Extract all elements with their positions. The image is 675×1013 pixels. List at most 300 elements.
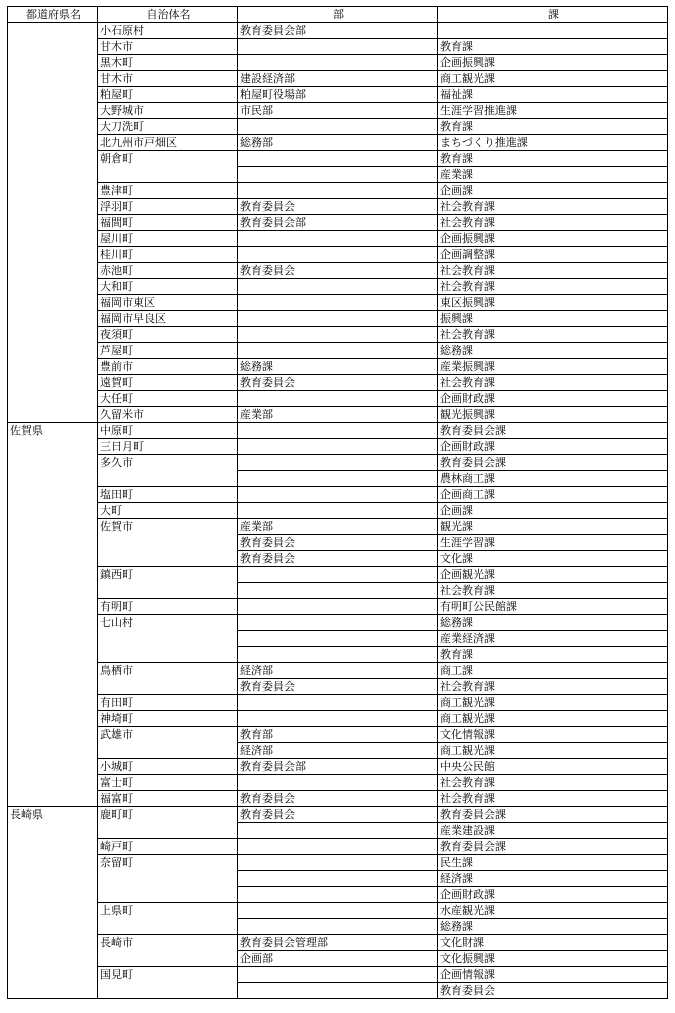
municipality-cell: 有田町 <box>98 695 238 711</box>
department-cell <box>238 231 438 247</box>
section-cell: 総務課 <box>438 919 668 935</box>
section-cell <box>438 23 668 39</box>
department-cell <box>238 887 438 903</box>
prefecture-cell <box>8 839 98 855</box>
section-cell: 企画商工課 <box>438 487 668 503</box>
table-row <box>8 775 668 791</box>
department-cell: 総務課 <box>238 359 438 375</box>
section-cell: 教育課 <box>438 119 668 135</box>
section-cell: 社会教育課 <box>438 199 668 215</box>
department-cell <box>238 631 438 647</box>
section-cell: 教育課 <box>438 39 668 55</box>
section-cell: 水産観光課 <box>438 903 668 919</box>
prefecture-cell <box>8 599 98 615</box>
department-cell: 経済部 <box>238 743 438 759</box>
department-cell <box>238 967 438 983</box>
prefecture-cell <box>8 487 98 503</box>
department-cell <box>238 583 438 599</box>
municipality-cell: 福富町 <box>98 791 238 807</box>
prefecture-cell <box>8 647 98 663</box>
section-cell: 教育委員会課 <box>438 423 668 439</box>
table-row <box>8 455 668 471</box>
table-row <box>8 503 668 519</box>
section-cell: 産業課 <box>438 167 668 183</box>
table-row <box>8 679 668 695</box>
section-cell: 総務課 <box>438 343 668 359</box>
department-cell: 産業部 <box>238 407 438 423</box>
department-cell <box>238 55 438 71</box>
section-cell: 文化財課 <box>438 935 668 951</box>
section-cell: 農林商工課 <box>438 471 668 487</box>
table-row <box>8 919 668 935</box>
municipality-cell: 遠賀町 <box>98 375 238 391</box>
department-cell: 教育部 <box>238 727 438 743</box>
department-cell <box>238 247 438 263</box>
prefecture-cell <box>8 407 98 423</box>
table-body <box>8 23 668 999</box>
section-cell: 教育委員会課 <box>438 807 668 823</box>
table-row <box>8 887 668 903</box>
department-cell <box>238 615 438 631</box>
section-cell: 企画調整課 <box>438 247 668 263</box>
municipality-cell: 甘木市 <box>98 71 238 87</box>
department-cell <box>238 871 438 887</box>
prefecture-cell <box>8 551 98 567</box>
municipality-cell: 北九州市戸畑区 <box>98 135 238 151</box>
municipality-cell: 豊津町 <box>98 183 238 199</box>
section-cell: 商工課 <box>438 663 668 679</box>
table-row <box>8 791 668 807</box>
table-row <box>8 119 668 135</box>
department-cell <box>238 503 438 519</box>
prefecture-cell <box>8 503 98 519</box>
department-cell <box>238 455 438 471</box>
municipality-cell: 佐賀市 <box>98 519 238 535</box>
section-cell: 企画情報課 <box>438 967 668 983</box>
prefecture-cell <box>8 263 98 279</box>
municipality-cell: 奈留町 <box>98 855 238 871</box>
table-row <box>8 551 668 567</box>
table-row <box>8 423 668 439</box>
table-row <box>8 631 668 647</box>
prefecture-cell <box>8 471 98 487</box>
section-cell: 社会教育課 <box>438 327 668 343</box>
prefecture-cell <box>8 247 98 263</box>
department-cell: 教育委員会 <box>238 551 438 567</box>
municipality-cell: 崎戸町 <box>98 839 238 855</box>
prefecture-cell <box>8 727 98 743</box>
table-row <box>8 903 668 919</box>
section-cell: 産業振興課 <box>438 359 668 375</box>
department-cell: 産業部 <box>238 519 438 535</box>
municipality-cell: 三日月町 <box>98 439 238 455</box>
table-row <box>8 39 668 55</box>
municipality-cell: 神埼町 <box>98 711 238 727</box>
prefecture-cell <box>8 119 98 135</box>
table-row <box>8 695 668 711</box>
table-row <box>8 311 668 327</box>
prefecture-cell <box>8 967 98 983</box>
table-row <box>8 343 668 359</box>
municipality-cell <box>98 535 238 551</box>
table-row <box>8 135 668 151</box>
municipality-cell: 七山村 <box>98 615 238 631</box>
table-row <box>8 71 668 87</box>
table-row <box>8 855 668 871</box>
prefecture-cell <box>8 279 98 295</box>
section-cell: 商工観光課 <box>438 743 668 759</box>
prefecture-cell <box>8 855 98 871</box>
municipality-cell: 大町 <box>98 503 238 519</box>
table-row <box>8 151 668 167</box>
table-row <box>8 327 668 343</box>
municipality-cell: 福間町 <box>98 215 238 231</box>
municipality-cell: 富士町 <box>98 775 238 791</box>
prefecture-cell <box>8 951 98 967</box>
section-cell: 商工観光課 <box>438 711 668 727</box>
table-row <box>8 727 668 743</box>
municipality-cell <box>98 551 238 567</box>
table-row <box>8 951 668 967</box>
prefecture-cell <box>8 679 98 695</box>
prefecture-cell <box>8 343 98 359</box>
prefecture-cell <box>8 567 98 583</box>
table-row <box>8 231 668 247</box>
section-cell: 福祉課 <box>438 87 668 103</box>
section-cell: 観光振興課 <box>438 407 668 423</box>
section-cell: 産業建設課 <box>438 823 668 839</box>
prefecture-cell <box>8 359 98 375</box>
section-cell: まちづくり推進課 <box>438 135 668 151</box>
municipality-cell <box>98 871 238 887</box>
prefecture-cell <box>8 71 98 87</box>
section-cell: 経済課 <box>438 871 668 887</box>
department-cell: 教育委員会 <box>238 263 438 279</box>
municipality-cell <box>98 471 238 487</box>
municipality-cell <box>98 743 238 759</box>
prefecture-cell <box>8 759 98 775</box>
section-cell: 社会教育課 <box>438 263 668 279</box>
prefecture-cell <box>8 151 98 167</box>
prefecture-cell <box>8 711 98 727</box>
department-cell: 粕屋町役場部 <box>238 87 438 103</box>
department-cell <box>238 423 438 439</box>
section-cell: 文化課 <box>438 551 668 567</box>
section-cell: 教育委員会課 <box>438 455 668 471</box>
prefecture-cell <box>8 215 98 231</box>
section-cell: 文化情報課 <box>438 727 668 743</box>
municipality-cell: 久留米市 <box>98 407 238 423</box>
table-row <box>8 247 668 263</box>
section-cell: 企画観光課 <box>438 567 668 583</box>
department-cell <box>238 183 438 199</box>
table-row <box>8 839 668 855</box>
table-row <box>8 823 668 839</box>
municipality-cell: 大野城市 <box>98 103 238 119</box>
municipality-cell: 甘木市 <box>98 39 238 55</box>
table-row <box>8 391 668 407</box>
table-row <box>8 583 668 599</box>
prefecture-cell <box>8 903 98 919</box>
section-cell: 観光課 <box>438 519 668 535</box>
municipality-cell <box>98 631 238 647</box>
municipality-cell: 多久市 <box>98 455 238 471</box>
department-cell <box>238 903 438 919</box>
department-cell <box>238 647 438 663</box>
municipality-cell: 武雄市 <box>98 727 238 743</box>
municipality-cell: 大任町 <box>98 391 238 407</box>
department-cell: 教育委員会部 <box>238 23 438 39</box>
section-cell: 教育委員会 <box>438 983 668 999</box>
prefecture-cell: 佐賀県 <box>8 423 98 439</box>
table-row <box>8 439 668 455</box>
section-cell: 文化振興課 <box>438 951 668 967</box>
department-cell <box>238 839 438 855</box>
prefecture-cell <box>8 535 98 551</box>
department-cell: 教育委員会管理部 <box>238 935 438 951</box>
municipality-cell: 福岡市早良区 <box>98 311 238 327</box>
department-cell: 教育委員会 <box>238 375 438 391</box>
section-cell: 社会教育課 <box>438 279 668 295</box>
department-cell <box>238 119 438 135</box>
section-cell: 社会教育課 <box>438 791 668 807</box>
prefecture-cell <box>8 695 98 711</box>
department-cell <box>238 439 438 455</box>
department-cell <box>238 151 438 167</box>
table-row <box>8 567 668 583</box>
municipality-cell: 浮羽町 <box>98 199 238 215</box>
table-row <box>8 967 668 983</box>
prefecture-cell <box>8 199 98 215</box>
municipality-cell <box>98 823 238 839</box>
department-cell: 経済部 <box>238 663 438 679</box>
table-row <box>8 535 668 551</box>
header-row <box>8 7 668 23</box>
municipality-cell: 鎮西町 <box>98 567 238 583</box>
department-cell: 教育委員会 <box>238 199 438 215</box>
prefecture-cell <box>8 87 98 103</box>
table-row <box>8 743 668 759</box>
header-department: 部 <box>238 7 438 23</box>
prefecture-cell <box>8 439 98 455</box>
department-cell: 市民部 <box>238 103 438 119</box>
department-cell: 教育委員会 <box>238 535 438 551</box>
department-cell <box>238 567 438 583</box>
municipality-cell: 福岡市東区 <box>98 295 238 311</box>
section-cell: 民生課 <box>438 855 668 871</box>
section-cell: 企画振興課 <box>438 55 668 71</box>
municipality-cell: 小城町 <box>98 759 238 775</box>
section-cell: 企画課 <box>438 183 668 199</box>
table-row <box>8 23 668 39</box>
prefecture-cell <box>8 327 98 343</box>
municipality-cell: 鹿町町 <box>98 807 238 823</box>
department-cell: 教育委員会 <box>238 807 438 823</box>
section-cell: 企画課 <box>438 503 668 519</box>
table-row <box>8 871 668 887</box>
department-cell <box>238 855 438 871</box>
department-cell <box>238 327 438 343</box>
section-cell: 教育課 <box>438 151 668 167</box>
section-cell: 中央公民館 <box>438 759 668 775</box>
prefecture-cell <box>8 455 98 471</box>
prefecture-cell <box>8 391 98 407</box>
department-cell <box>238 279 438 295</box>
table-row <box>8 359 668 375</box>
municipality-cell: 粕屋町 <box>98 87 238 103</box>
municipality-cell: 屋川町 <box>98 231 238 247</box>
prefecture-cell <box>8 935 98 951</box>
municipality-cell: 桂川町 <box>98 247 238 263</box>
municipality-cell: 黒木町 <box>98 55 238 71</box>
prefecture-cell <box>8 631 98 647</box>
prefecture-cell <box>8 295 98 311</box>
department-cell <box>238 823 438 839</box>
prefecture-cell <box>8 775 98 791</box>
section-cell: 産業経済課 <box>438 631 668 647</box>
municipality-cell: 塩田町 <box>98 487 238 503</box>
municipality-cell: 中原町 <box>98 423 238 439</box>
table-row <box>8 487 668 503</box>
prefecture-cell <box>8 583 98 599</box>
table-row <box>8 279 668 295</box>
section-cell: 社会教育課 <box>438 583 668 599</box>
table-row <box>8 807 668 823</box>
department-cell <box>238 311 438 327</box>
prefecture-cell <box>8 791 98 807</box>
municipality-cell: 小石原村 <box>98 23 238 39</box>
municipality-cell: 鳥栖市 <box>98 663 238 679</box>
department-cell: 建設経済部 <box>238 71 438 87</box>
department-cell <box>238 39 438 55</box>
department-cell <box>238 487 438 503</box>
municipality-cell: 大和町 <box>98 279 238 295</box>
section-cell: 企画財政課 <box>438 439 668 455</box>
prefecture-cell <box>8 231 98 247</box>
table-row <box>8 87 668 103</box>
department-cell: 教育委員会 <box>238 791 438 807</box>
header-section: 課 <box>438 7 668 23</box>
section-cell: 企画振興課 <box>438 231 668 247</box>
municipality-cell <box>98 167 238 183</box>
table-row <box>8 167 668 183</box>
table-row <box>8 983 668 999</box>
municipality-cell: 大刀洗町 <box>98 119 238 135</box>
section-cell: 企画財政課 <box>438 887 668 903</box>
table-row <box>8 103 668 119</box>
section-cell: 社会教育課 <box>438 679 668 695</box>
section-cell: 社会教育課 <box>438 215 668 231</box>
municipality-cell: 長崎市 <box>98 935 238 951</box>
municipality-cell: 夜須町 <box>98 327 238 343</box>
table-row <box>8 183 668 199</box>
municipality-cell <box>98 583 238 599</box>
department-cell <box>238 599 438 615</box>
department-cell <box>238 471 438 487</box>
prefecture-cell: 長崎県 <box>8 807 98 823</box>
department-cell <box>238 695 438 711</box>
table-row <box>8 759 668 775</box>
prefecture-cell <box>8 823 98 839</box>
municipality-cell: 豊前市 <box>98 359 238 375</box>
prefecture-cell <box>8 615 98 631</box>
prefecture-cell <box>8 311 98 327</box>
prefecture-cell <box>8 887 98 903</box>
department-cell <box>238 775 438 791</box>
table-row <box>8 263 668 279</box>
prefecture-cell <box>8 135 98 151</box>
municipality-cell <box>98 983 238 999</box>
department-cell: 教育委員会部 <box>238 759 438 775</box>
department-cell <box>238 919 438 935</box>
prefecture-cell <box>8 663 98 679</box>
table-row <box>8 599 668 615</box>
department-cell <box>238 167 438 183</box>
section-cell: 総務課 <box>438 615 668 631</box>
municipality-cell: 芦屋町 <box>98 343 238 359</box>
department-cell <box>238 295 438 311</box>
prefecture-cell <box>8 167 98 183</box>
prefecture-cell <box>8 375 98 391</box>
section-cell: 企画財政課 <box>438 391 668 407</box>
section-cell: 商工観光課 <box>438 71 668 87</box>
department-cell: 教育委員会部 <box>238 215 438 231</box>
prefecture-cell <box>8 743 98 759</box>
table-row <box>8 615 668 631</box>
prefecture-cell <box>8 183 98 199</box>
prefecture-cell <box>8 39 98 55</box>
header-prefecture: 都道府県名 <box>8 7 98 23</box>
prefecture-cell <box>8 919 98 935</box>
municipality-cell <box>98 647 238 663</box>
municipality-cell <box>98 679 238 695</box>
municipality-cell: 赤池町 <box>98 263 238 279</box>
prefecture-cell <box>8 23 98 39</box>
section-cell: 教育課 <box>438 647 668 663</box>
department-cell <box>238 711 438 727</box>
municipality-table <box>7 6 668 999</box>
department-cell <box>238 983 438 999</box>
table-row <box>8 647 668 663</box>
table-row <box>8 375 668 391</box>
section-cell: 商工観光課 <box>438 695 668 711</box>
table-row <box>8 935 668 951</box>
header-municipality: 自治体名 <box>98 7 238 23</box>
municipality-cell: 朝倉町 <box>98 151 238 167</box>
prefecture-cell <box>8 983 98 999</box>
prefecture-cell <box>8 103 98 119</box>
section-cell: 社会教育課 <box>438 775 668 791</box>
table-row <box>8 199 668 215</box>
table-row <box>8 711 668 727</box>
section-cell: 生涯学習課 <box>438 535 668 551</box>
department-cell: 教育委員会 <box>238 679 438 695</box>
municipality-cell <box>98 919 238 935</box>
section-cell: 教育委員会課 <box>438 839 668 855</box>
section-cell: 東区振興課 <box>438 295 668 311</box>
department-cell <box>238 391 438 407</box>
section-cell: 有明町公民館課 <box>438 599 668 615</box>
municipality-cell <box>98 887 238 903</box>
table-row <box>8 519 668 535</box>
section-cell: 振興課 <box>438 311 668 327</box>
prefecture-cell <box>8 871 98 887</box>
department-cell <box>238 343 438 359</box>
table-row <box>8 471 668 487</box>
department-cell: 企画部 <box>238 951 438 967</box>
prefecture-cell <box>8 519 98 535</box>
municipality-cell: 上県町 <box>98 903 238 919</box>
